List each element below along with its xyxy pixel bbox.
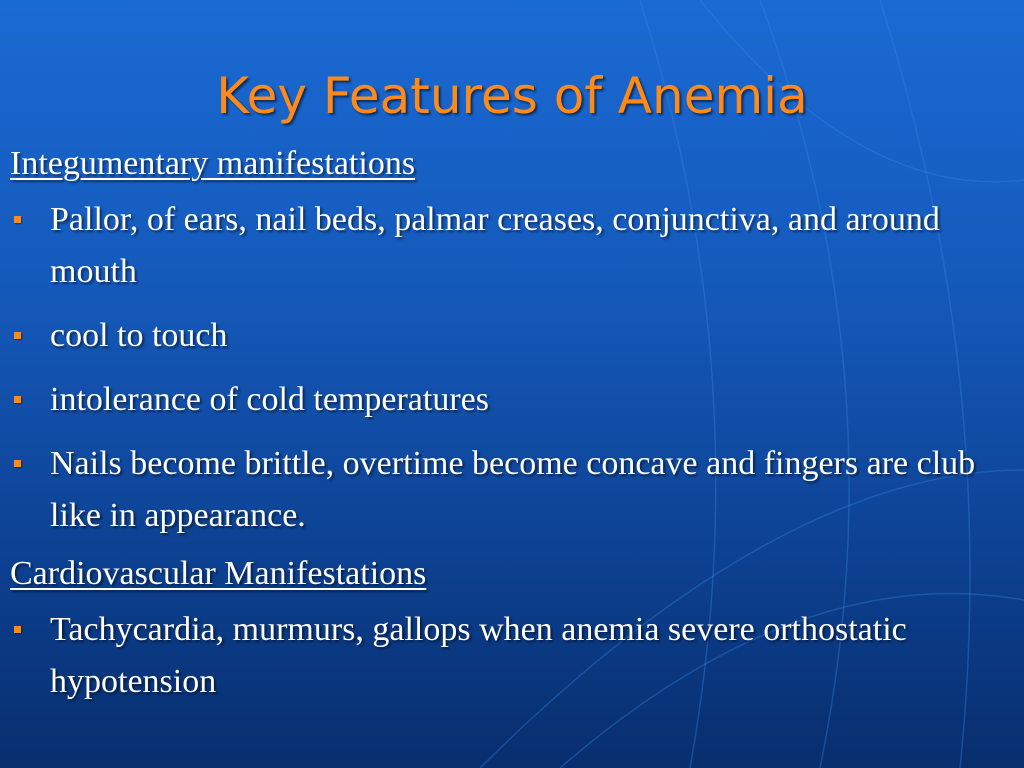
square-bullet-icon: [14, 216, 21, 223]
bullet-text: intolerance of cold temperatures: [50, 381, 489, 418]
slide-title: Key Features of Anemia: [216, 67, 808, 125]
bullet-list-cardiovascular: [10, 604, 1010, 708]
square-bullet-icon: [14, 460, 21, 467]
bullet-list-integumentary: [10, 194, 1010, 542]
bullet-text: Tachycardia, murmurs, gallops when anemia severe orthostatic hypotension: [50, 611, 907, 700]
section-heading-cardiovascular: Cardiovascular Manifestations: [10, 555, 427, 592]
bullet-text: Nails become brittle, overtime become concave and fingers are club like in appearance.: [50, 445, 976, 534]
list-item: [10, 604, 1010, 708]
bullet-text: cool to touch: [50, 317, 228, 354]
list-item: [10, 438, 1010, 542]
list-item: [10, 194, 1010, 298]
list-item: [10, 374, 1010, 426]
list-item: [10, 310, 1010, 362]
bullet-text: Pallor, of ears, nail beds, palmar creases, conjunctiva, and around mouth: [50, 201, 940, 290]
square-bullet-icon: [14, 396, 21, 403]
square-bullet-icon: [14, 332, 21, 339]
square-bullet-icon: [14, 626, 21, 633]
slide-content: [10, 142, 1010, 720]
section-heading-integumentary: Integumentary manifestations: [10, 145, 416, 182]
